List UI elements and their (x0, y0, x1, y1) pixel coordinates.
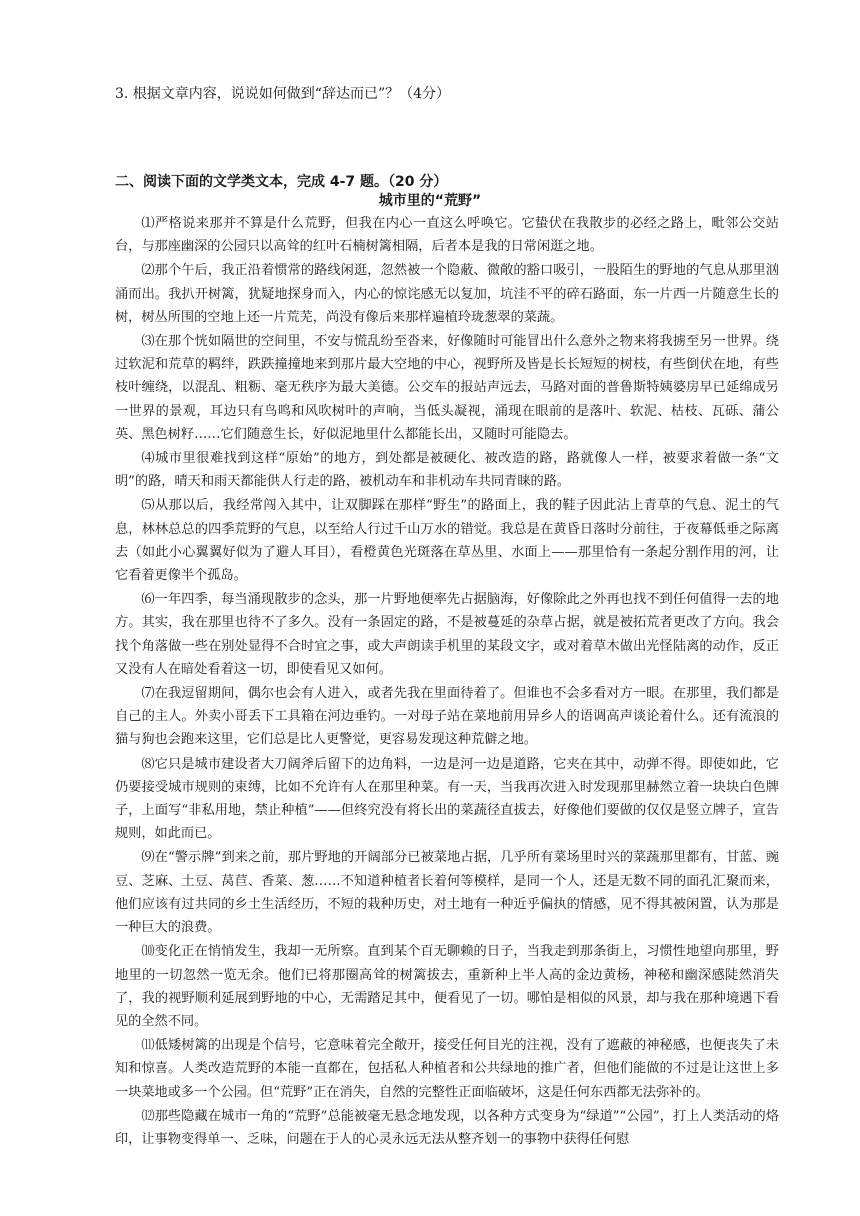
paragraph-9: ⑼在“警示牌”到来之前，那片野地的开阔部分已被菜地占据，几乎所有菜场里时兴的菜蔬那里都有，甘蓝、豌豆、芝麻、土豆、莴苣、香菜、葱……不知道种植者长着何等模样，是同一个人，还是无数不同的面孔汇聚而来，他们应该有过共同的乡土生活经历，不短的栽种历史，对土地有一种近乎偏执的情感，见不得其被闲置，认为那是一种巨大的浪费。 (115, 850, 779, 936)
essay-title: 城市里的“荒野” (378, 193, 482, 209)
paragraph-11: ⑾低矮树篱的出现是个信号，它意味着完全敞开，接受任何目光的注视，没有了遮蔽的神秘感，也便丧失了未知和惊喜。人类改造荒野的本能一直都在，包括私人种植者和公共绿地的推广者，但他们能做的不过是让这世上多一块菜地或多一个公园。但“荒野”正在消失，自然的完整性正面临破坏，这是任何东西都无法弥补的。 (115, 1038, 779, 1100)
paragraph-10: ⑽变化正在悄悄发生，我却一无所察。直到某个百无聊赖的日子，当我走到那条街上，习惯性地望向那里，野地里的一切忽然一览无余。他们已将那圈高耸的树篱拔去，重新种上半人高的金边黄杨，神秘和幽深感陡然消失了，我的视野顺利延展到野地的中心，无需踏足其中，便看见了一切。哪怕是相似的风景，却与我在那种境遇下看见的全然不同。 (115, 944, 779, 1029)
paragraph-4: ⑷城市里很难找到这样“原始”的地方，到处都是被硬化、被改造的路，路就像人一样，被要求着做一条“文明”的路，晴天和雨天都能供人行走的路，被机动车和非机动车共同青睐的路。 (115, 451, 779, 490)
paragraph-12: ⑿那些隐藏在城市一角的“荒野”总能被毫无悬念地发现，以各种方式变身为“绿道”“公园”，打上人类活动的烙印，让事物变得单一、乏味，问题在于人的心灵永远无法从整齐划一的事物中获得任何慰 (115, 1108, 779, 1147)
essay-body (115, 212, 779, 1152)
section-heading: 二、阅读下面的文学类文本，完成 4-7 题。（20 分） (115, 174, 448, 190)
paragraph-6: ⑹一年四季，每当涌现散步的念头，那一片野地便率先占据脑海，好像除此之外再也找不到任何值得一去的地方。其实，我在那里也待不了多久。没有一条固定的路，不是被蔓延的杂草占据，就是被拓荒者更改了方向。我会找个角落做一些在别处显得不合时宜之事，或大声朗读手机里的某段文字，或对着草木做出光怪陆离的动作，反正又没有人在暗处看着这一切，即使看见又如何。 (115, 592, 779, 677)
paragraph-8: ⑻它只是城市建设者大刀阔斧后留下的边角料，一边是河一边是道路，它夹在其中，动弹不得。即使如此，它仍要接受城市规则的束缚，比如不允许有人在那里种菜。有一天，当我再次进入时发现那里赫然立着一块块白色牌子，上面写“非私用地，禁止种植”——但终究没有将长出的菜蔬径直拔去，好像他们要做的仅仅是竖立牌子，宣告规则，如此而已。 (115, 756, 779, 842)
paragraph-1: ⑴严格说来那并不算是什么荒野，但我在内心一直这么呼唤它。它蛰伏在我散步的必经之路上，毗邻公交站台，与那座幽深的公园只以高耸的红叶石楠树篱相隔，后者本是我的日常闲逛之地。 (115, 216, 779, 255)
question-3: 3. 根据文章内容，说说如何做到“辞达而已”？（4分） (115, 86, 451, 102)
paragraph-2: ⑵那个午后，我正沿着惯常的路线闲逛，忽然被一个隐蔽、微敞的豁口吸引，一股陌生的野地的气息从那里汹涌而出。我扒开树篱，犹疑地探身而入，内心的惊诧感无以复加，坑洼不平的碎石路面，东一片西一片随意生长的树，树丛所围的空地上还一片荒芜，尚没有像后来那样遍植玲珑葱翠的菜蔬。 (115, 263, 779, 325)
paragraph-5: ⑸从那以后，我经常闯入其中，让双脚踩在那样“野生”的路面上，我的鞋子因此沾上青草的气息、泥土的气息，林林总总的四季荒野的气息，以至给人行过千山万水的错觉。我总是在黄昏日落时分前往，于夜幕低垂之际离去（如此小心翼翼好似为了避人耳目），看橙黄色光斑落在草丛里、水面上——那里恰有一条起分割作用的河，让它看着更像半个孤岛。 (115, 498, 779, 584)
paragraph-7: ⑺在我逗留期间，偶尔也会有人进入，或者先我在里面待着了。但谁也不会多看对方一眼。在那里，我们都是自己的主人。外卖小哥丢下工具箱在河边垂钓。一对母子站在菜地前用异乡人的语调高声谈论着什么。还有流浪的猫与狗也会跑来这里，它们总是比人更警觉，更容易发现这种荒僻之地。 (115, 686, 779, 748)
paragraph-3: ⑶在那个恍如隔世的空间里，不安与慌乱纷至沓来，好像随时可能冒出什么意外之物来将我掳至另一世界。绕过软泥和荒草的羁绊，跌跌撞撞地来到那片最大空地的中心，视野所及皆是长长短短的树枝，有些倒伏在地，有些枝叶缠绕，以混乱、粗粝、毫无秩序为最大美德。公交车的报站声远去，马路对面的普鲁斯特姨婆房早已延绵成另一世界的景观，耳边只有鸟鸣和风吹树叶的声响，当低头凝视，涌现在眼前的是落叶、软泥、枯枝、瓦砾、蒲公英、黑色树籽……它们随意生长，好似泥地里什么都能长出，又随时可能隐去。 (115, 334, 779, 442)
